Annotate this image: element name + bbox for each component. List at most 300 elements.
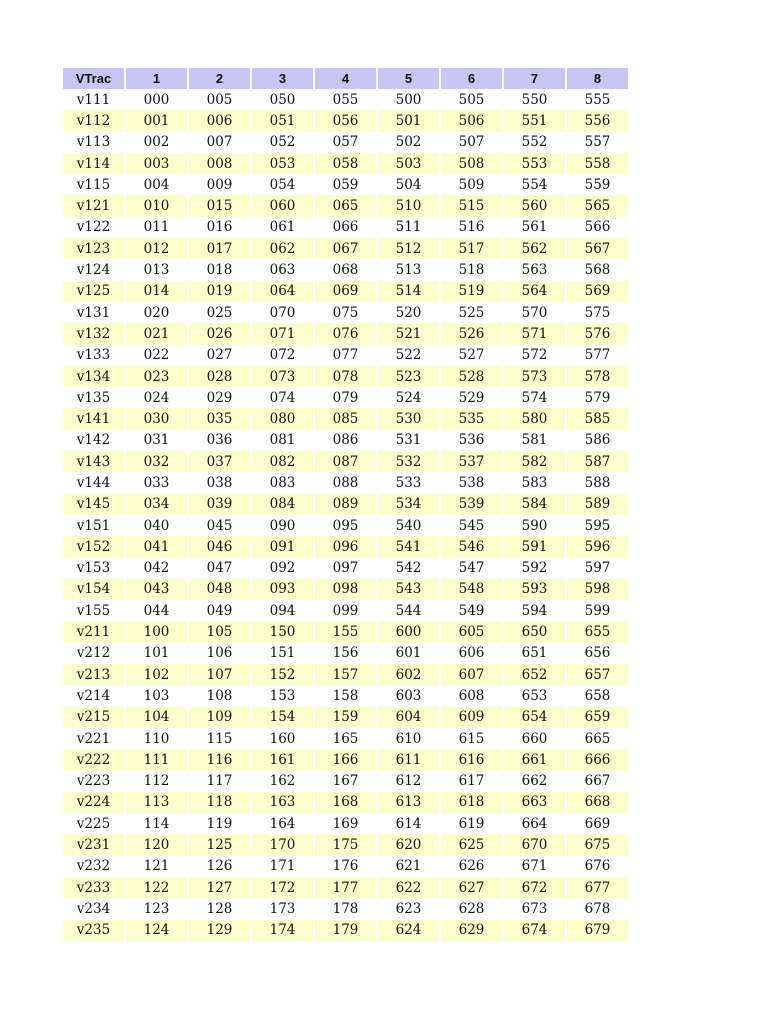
value-cell: 062 [252, 238, 313, 259]
value-cell: 016 [189, 217, 250, 238]
value-cell: 515 [441, 195, 502, 216]
value-cell: 163 [252, 792, 313, 813]
value-cell: 513 [378, 259, 439, 280]
value-cell: 678 [567, 898, 628, 919]
row-label-cell: v153 [63, 558, 124, 579]
row-label-cell: v142 [63, 430, 124, 451]
table-row [63, 792, 628, 813]
value-cell: 669 [567, 813, 628, 834]
value-cell: 092 [252, 558, 313, 579]
value-cell: 587 [567, 451, 628, 472]
value-cell: 005 [189, 89, 250, 110]
value-cell: 597 [567, 558, 628, 579]
value-cell: 162 [252, 771, 313, 792]
value-cell: 100 [126, 621, 187, 642]
value-cell: 017 [189, 238, 250, 259]
value-cell: 171 [252, 856, 313, 877]
value-cell: 011 [126, 217, 187, 238]
value-cell: 109 [189, 707, 250, 728]
value-cell: 049 [189, 600, 250, 621]
value-cell: 024 [126, 387, 187, 408]
table-row [63, 685, 628, 706]
row-label-cell: v124 [63, 259, 124, 280]
header-row [63, 68, 628, 89]
row-label-cell: v222 [63, 749, 124, 770]
column-header-vtrac: VTrac [63, 68, 124, 89]
value-cell: 576 [567, 323, 628, 344]
value-cell: 029 [189, 387, 250, 408]
column-header-4: 4 [315, 68, 376, 89]
value-cell: 096 [315, 536, 376, 557]
value-cell: 553 [504, 153, 565, 174]
value-cell: 003 [126, 153, 187, 174]
value-cell: 044 [126, 600, 187, 621]
value-cell: 538 [441, 472, 502, 493]
value-cell: 045 [189, 515, 250, 536]
value-cell: 075 [315, 302, 376, 323]
row-label-cell: v232 [63, 856, 124, 877]
value-cell: 028 [189, 366, 250, 387]
value-cell: 520 [378, 302, 439, 323]
value-cell: 041 [126, 536, 187, 557]
value-cell: 091 [252, 536, 313, 557]
table-row [63, 664, 628, 685]
value-cell: 082 [252, 451, 313, 472]
value-cell: 032 [126, 451, 187, 472]
value-cell: 621 [378, 856, 439, 877]
value-cell: 177 [315, 877, 376, 898]
value-cell: 572 [504, 345, 565, 366]
table-row [63, 494, 628, 515]
value-cell: 522 [378, 345, 439, 366]
row-label-cell: v115 [63, 174, 124, 195]
value-cell: 593 [504, 579, 565, 600]
row-label-cell: v133 [63, 345, 124, 366]
table-row [63, 621, 628, 642]
value-cell: 042 [126, 558, 187, 579]
value-cell: 570 [504, 302, 565, 323]
value-cell: 072 [252, 345, 313, 366]
table-row [63, 558, 628, 579]
column-header-7: 7 [504, 68, 565, 89]
table-row [63, 813, 628, 834]
value-cell: 129 [189, 920, 250, 941]
value-cell: 530 [378, 408, 439, 429]
table-row [63, 281, 628, 302]
value-cell: 666 [567, 749, 628, 770]
value-cell: 626 [441, 856, 502, 877]
value-cell: 154 [252, 707, 313, 728]
table-row [63, 195, 628, 216]
value-cell: 119 [189, 813, 250, 834]
value-cell: 665 [567, 728, 628, 749]
value-cell: 539 [441, 494, 502, 515]
value-cell: 516 [441, 217, 502, 238]
table-row [63, 707, 628, 728]
value-cell: 582 [504, 451, 565, 472]
value-cell: 652 [504, 664, 565, 685]
value-cell: 612 [378, 771, 439, 792]
row-label-cell: v211 [63, 621, 124, 642]
value-cell: 500 [378, 89, 439, 110]
value-cell: 127 [189, 877, 250, 898]
value-cell: 583 [504, 472, 565, 493]
row-label-cell: v155 [63, 600, 124, 621]
value-cell: 025 [189, 302, 250, 323]
value-cell: 079 [315, 387, 376, 408]
value-cell: 514 [378, 281, 439, 302]
value-cell: 559 [567, 174, 628, 195]
value-cell: 012 [126, 238, 187, 259]
table-row [63, 643, 628, 664]
value-cell: 104 [126, 707, 187, 728]
value-cell: 107 [189, 664, 250, 685]
value-cell: 126 [189, 856, 250, 877]
value-cell: 172 [252, 877, 313, 898]
row-label-cell: v113 [63, 132, 124, 153]
value-cell: 151 [252, 643, 313, 664]
value-cell: 112 [126, 771, 187, 792]
value-cell: 531 [378, 430, 439, 451]
value-cell: 121 [126, 856, 187, 877]
value-cell: 120 [126, 834, 187, 855]
value-cell: 068 [315, 259, 376, 280]
value-cell: 048 [189, 579, 250, 600]
value-cell: 657 [567, 664, 628, 685]
value-cell: 532 [378, 451, 439, 472]
value-cell: 026 [189, 323, 250, 344]
value-cell: 620 [378, 834, 439, 855]
value-cell: 527 [441, 345, 502, 366]
value-cell: 671 [504, 856, 565, 877]
table-row [63, 110, 628, 131]
column-header-5: 5 [378, 68, 439, 89]
value-cell: 509 [441, 174, 502, 195]
value-cell: 548 [441, 579, 502, 600]
value-cell: 568 [567, 259, 628, 280]
value-cell: 058 [315, 153, 376, 174]
value-cell: 179 [315, 920, 376, 941]
value-cell: 518 [441, 259, 502, 280]
value-cell: 073 [252, 366, 313, 387]
value-cell: 124 [126, 920, 187, 941]
value-cell: 153 [252, 685, 313, 706]
table-row [63, 323, 628, 344]
value-cell: 043 [126, 579, 187, 600]
value-cell: 115 [189, 728, 250, 749]
row-label-cell: v223 [63, 771, 124, 792]
table-row [63, 259, 628, 280]
value-cell: 023 [126, 366, 187, 387]
value-cell: 596 [567, 536, 628, 557]
value-cell: 506 [441, 110, 502, 131]
row-label-cell: v233 [63, 877, 124, 898]
value-cell: 588 [567, 472, 628, 493]
value-cell: 628 [441, 898, 502, 919]
value-cell: 071 [252, 323, 313, 344]
table-row [63, 302, 628, 323]
value-cell: 573 [504, 366, 565, 387]
value-cell: 123 [126, 898, 187, 919]
value-cell: 099 [315, 600, 376, 621]
value-cell: 037 [189, 451, 250, 472]
value-cell: 020 [126, 302, 187, 323]
value-cell: 007 [189, 132, 250, 153]
value-cell: 035 [189, 408, 250, 429]
value-cell: 051 [252, 110, 313, 131]
value-cell: 169 [315, 813, 376, 834]
value-cell: 589 [567, 494, 628, 515]
value-cell: 511 [378, 217, 439, 238]
value-cell: 607 [441, 664, 502, 685]
value-cell: 507 [441, 132, 502, 153]
value-cell: 664 [504, 813, 565, 834]
value-cell: 615 [441, 728, 502, 749]
value-cell: 655 [567, 621, 628, 642]
value-cell: 105 [189, 621, 250, 642]
value-cell: 670 [504, 834, 565, 855]
row-label-cell: v234 [63, 898, 124, 919]
value-cell: 616 [441, 749, 502, 770]
value-cell: 623 [378, 898, 439, 919]
table-row [63, 408, 628, 429]
value-cell: 074 [252, 387, 313, 408]
value-cell: 110 [126, 728, 187, 749]
table-row [63, 834, 628, 855]
value-cell: 061 [252, 217, 313, 238]
value-cell: 076 [315, 323, 376, 344]
value-cell: 036 [189, 430, 250, 451]
value-cell: 540 [378, 515, 439, 536]
value-cell: 168 [315, 792, 376, 813]
value-cell: 128 [189, 898, 250, 919]
row-label-cell: v225 [63, 813, 124, 834]
value-cell: 157 [315, 664, 376, 685]
value-cell: 617 [441, 771, 502, 792]
row-label-cell: v141 [63, 408, 124, 429]
row-label-cell: v224 [63, 792, 124, 813]
value-cell: 560 [504, 195, 565, 216]
row-label-cell: v135 [63, 387, 124, 408]
value-cell: 601 [378, 643, 439, 664]
row-label-cell: v143 [63, 451, 124, 472]
value-cell: 161 [252, 749, 313, 770]
value-cell: 118 [189, 792, 250, 813]
value-cell: 550 [504, 89, 565, 110]
value-cell: 653 [504, 685, 565, 706]
value-cell: 080 [252, 408, 313, 429]
value-cell: 563 [504, 259, 565, 280]
value-cell: 552 [504, 132, 565, 153]
table-row [63, 579, 628, 600]
value-cell: 603 [378, 685, 439, 706]
value-cell: 541 [378, 536, 439, 557]
value-cell: 581 [504, 430, 565, 451]
value-cell: 605 [441, 621, 502, 642]
value-cell: 663 [504, 792, 565, 813]
value-cell: 600 [378, 621, 439, 642]
row-label-cell: v144 [63, 472, 124, 493]
value-cell: 050 [252, 89, 313, 110]
value-cell: 098 [315, 579, 376, 600]
value-cell: 512 [378, 238, 439, 259]
table-row [63, 89, 628, 110]
value-cell: 586 [567, 430, 628, 451]
value-cell: 594 [504, 600, 565, 621]
value-cell: 584 [504, 494, 565, 515]
value-cell: 537 [441, 451, 502, 472]
value-cell: 055 [315, 89, 376, 110]
value-cell: 608 [441, 685, 502, 706]
value-cell: 521 [378, 323, 439, 344]
table-row [63, 515, 628, 536]
value-cell: 504 [378, 174, 439, 195]
table-row [63, 345, 628, 366]
row-label-cell: v145 [63, 494, 124, 515]
value-cell: 501 [378, 110, 439, 131]
value-cell: 567 [567, 238, 628, 259]
value-cell: 097 [315, 558, 376, 579]
value-cell: 111 [126, 749, 187, 770]
value-cell: 535 [441, 408, 502, 429]
value-cell: 564 [504, 281, 565, 302]
value-cell: 046 [189, 536, 250, 557]
row-label-cell: v121 [63, 195, 124, 216]
row-label-cell: v132 [63, 323, 124, 344]
value-cell: 536 [441, 430, 502, 451]
value-cell: 526 [441, 323, 502, 344]
table-row [63, 771, 628, 792]
value-cell: 008 [189, 153, 250, 174]
value-cell: 544 [378, 600, 439, 621]
column-header-1: 1 [126, 68, 187, 89]
value-cell: 004 [126, 174, 187, 195]
value-cell: 014 [126, 281, 187, 302]
value-cell: 084 [252, 494, 313, 515]
value-cell: 001 [126, 110, 187, 131]
value-cell: 170 [252, 834, 313, 855]
value-cell: 122 [126, 877, 187, 898]
value-cell: 510 [378, 195, 439, 216]
value-cell: 108 [189, 685, 250, 706]
value-cell: 021 [126, 323, 187, 344]
value-cell: 039 [189, 494, 250, 515]
table-row [63, 877, 628, 898]
value-cell: 533 [378, 472, 439, 493]
value-cell: 090 [252, 515, 313, 536]
value-cell: 676 [567, 856, 628, 877]
vtrac-table [61, 68, 630, 941]
value-cell: 609 [441, 707, 502, 728]
value-cell: 116 [189, 749, 250, 770]
value-cell: 166 [315, 749, 376, 770]
value-cell: 667 [567, 771, 628, 792]
value-cell: 566 [567, 217, 628, 238]
column-header-8: 8 [567, 68, 628, 89]
value-cell: 556 [567, 110, 628, 131]
value-cell: 056 [315, 110, 376, 131]
value-cell: 057 [315, 132, 376, 153]
table-body [63, 89, 628, 941]
value-cell: 629 [441, 920, 502, 941]
value-cell: 002 [126, 132, 187, 153]
value-cell: 081 [252, 430, 313, 451]
table-row [63, 749, 628, 770]
value-cell: 585 [567, 408, 628, 429]
value-cell: 160 [252, 728, 313, 749]
value-cell: 650 [504, 621, 565, 642]
value-cell: 033 [126, 472, 187, 493]
value-cell: 656 [567, 643, 628, 664]
value-cell: 574 [504, 387, 565, 408]
column-header-2: 2 [189, 68, 250, 89]
value-cell: 661 [504, 749, 565, 770]
value-cell: 598 [567, 579, 628, 600]
value-cell: 156 [315, 643, 376, 664]
value-cell: 040 [126, 515, 187, 536]
value-cell: 543 [378, 579, 439, 600]
value-cell: 547 [441, 558, 502, 579]
row-label-cell: v111 [63, 89, 124, 110]
row-label-cell: v152 [63, 536, 124, 557]
value-cell: 659 [567, 707, 628, 728]
value-cell: 528 [441, 366, 502, 387]
table-row [63, 536, 628, 557]
value-cell: 546 [441, 536, 502, 557]
value-cell: 069 [315, 281, 376, 302]
row-label-cell: v212 [63, 643, 124, 664]
value-cell: 675 [567, 834, 628, 855]
table-row [63, 472, 628, 493]
value-cell: 677 [567, 877, 628, 898]
table-row [63, 132, 628, 153]
value-cell: 561 [504, 217, 565, 238]
row-label-cell: v231 [63, 834, 124, 855]
value-cell: 063 [252, 259, 313, 280]
value-cell: 010 [126, 195, 187, 216]
value-cell: 508 [441, 153, 502, 174]
value-cell: 627 [441, 877, 502, 898]
value-cell: 525 [441, 302, 502, 323]
value-cell: 654 [504, 707, 565, 728]
value-cell: 093 [252, 579, 313, 600]
value-cell: 562 [504, 238, 565, 259]
value-cell: 668 [567, 792, 628, 813]
value-cell: 085 [315, 408, 376, 429]
value-cell: 679 [567, 920, 628, 941]
value-cell: 554 [504, 174, 565, 195]
value-cell: 052 [252, 132, 313, 153]
value-cell: 595 [567, 515, 628, 536]
value-cell: 524 [378, 387, 439, 408]
value-cell: 673 [504, 898, 565, 919]
value-cell: 034 [126, 494, 187, 515]
value-cell: 606 [441, 643, 502, 664]
value-cell: 077 [315, 345, 376, 366]
value-cell: 555 [567, 89, 628, 110]
value-cell: 517 [441, 238, 502, 259]
row-label-cell: v112 [63, 110, 124, 131]
value-cell: 006 [189, 110, 250, 131]
value-cell: 167 [315, 771, 376, 792]
value-cell: 158 [315, 685, 376, 706]
table-row [63, 366, 628, 387]
value-cell: 577 [567, 345, 628, 366]
value-cell: 571 [504, 323, 565, 344]
value-cell: 173 [252, 898, 313, 919]
table-row [63, 898, 628, 919]
value-cell: 176 [315, 856, 376, 877]
